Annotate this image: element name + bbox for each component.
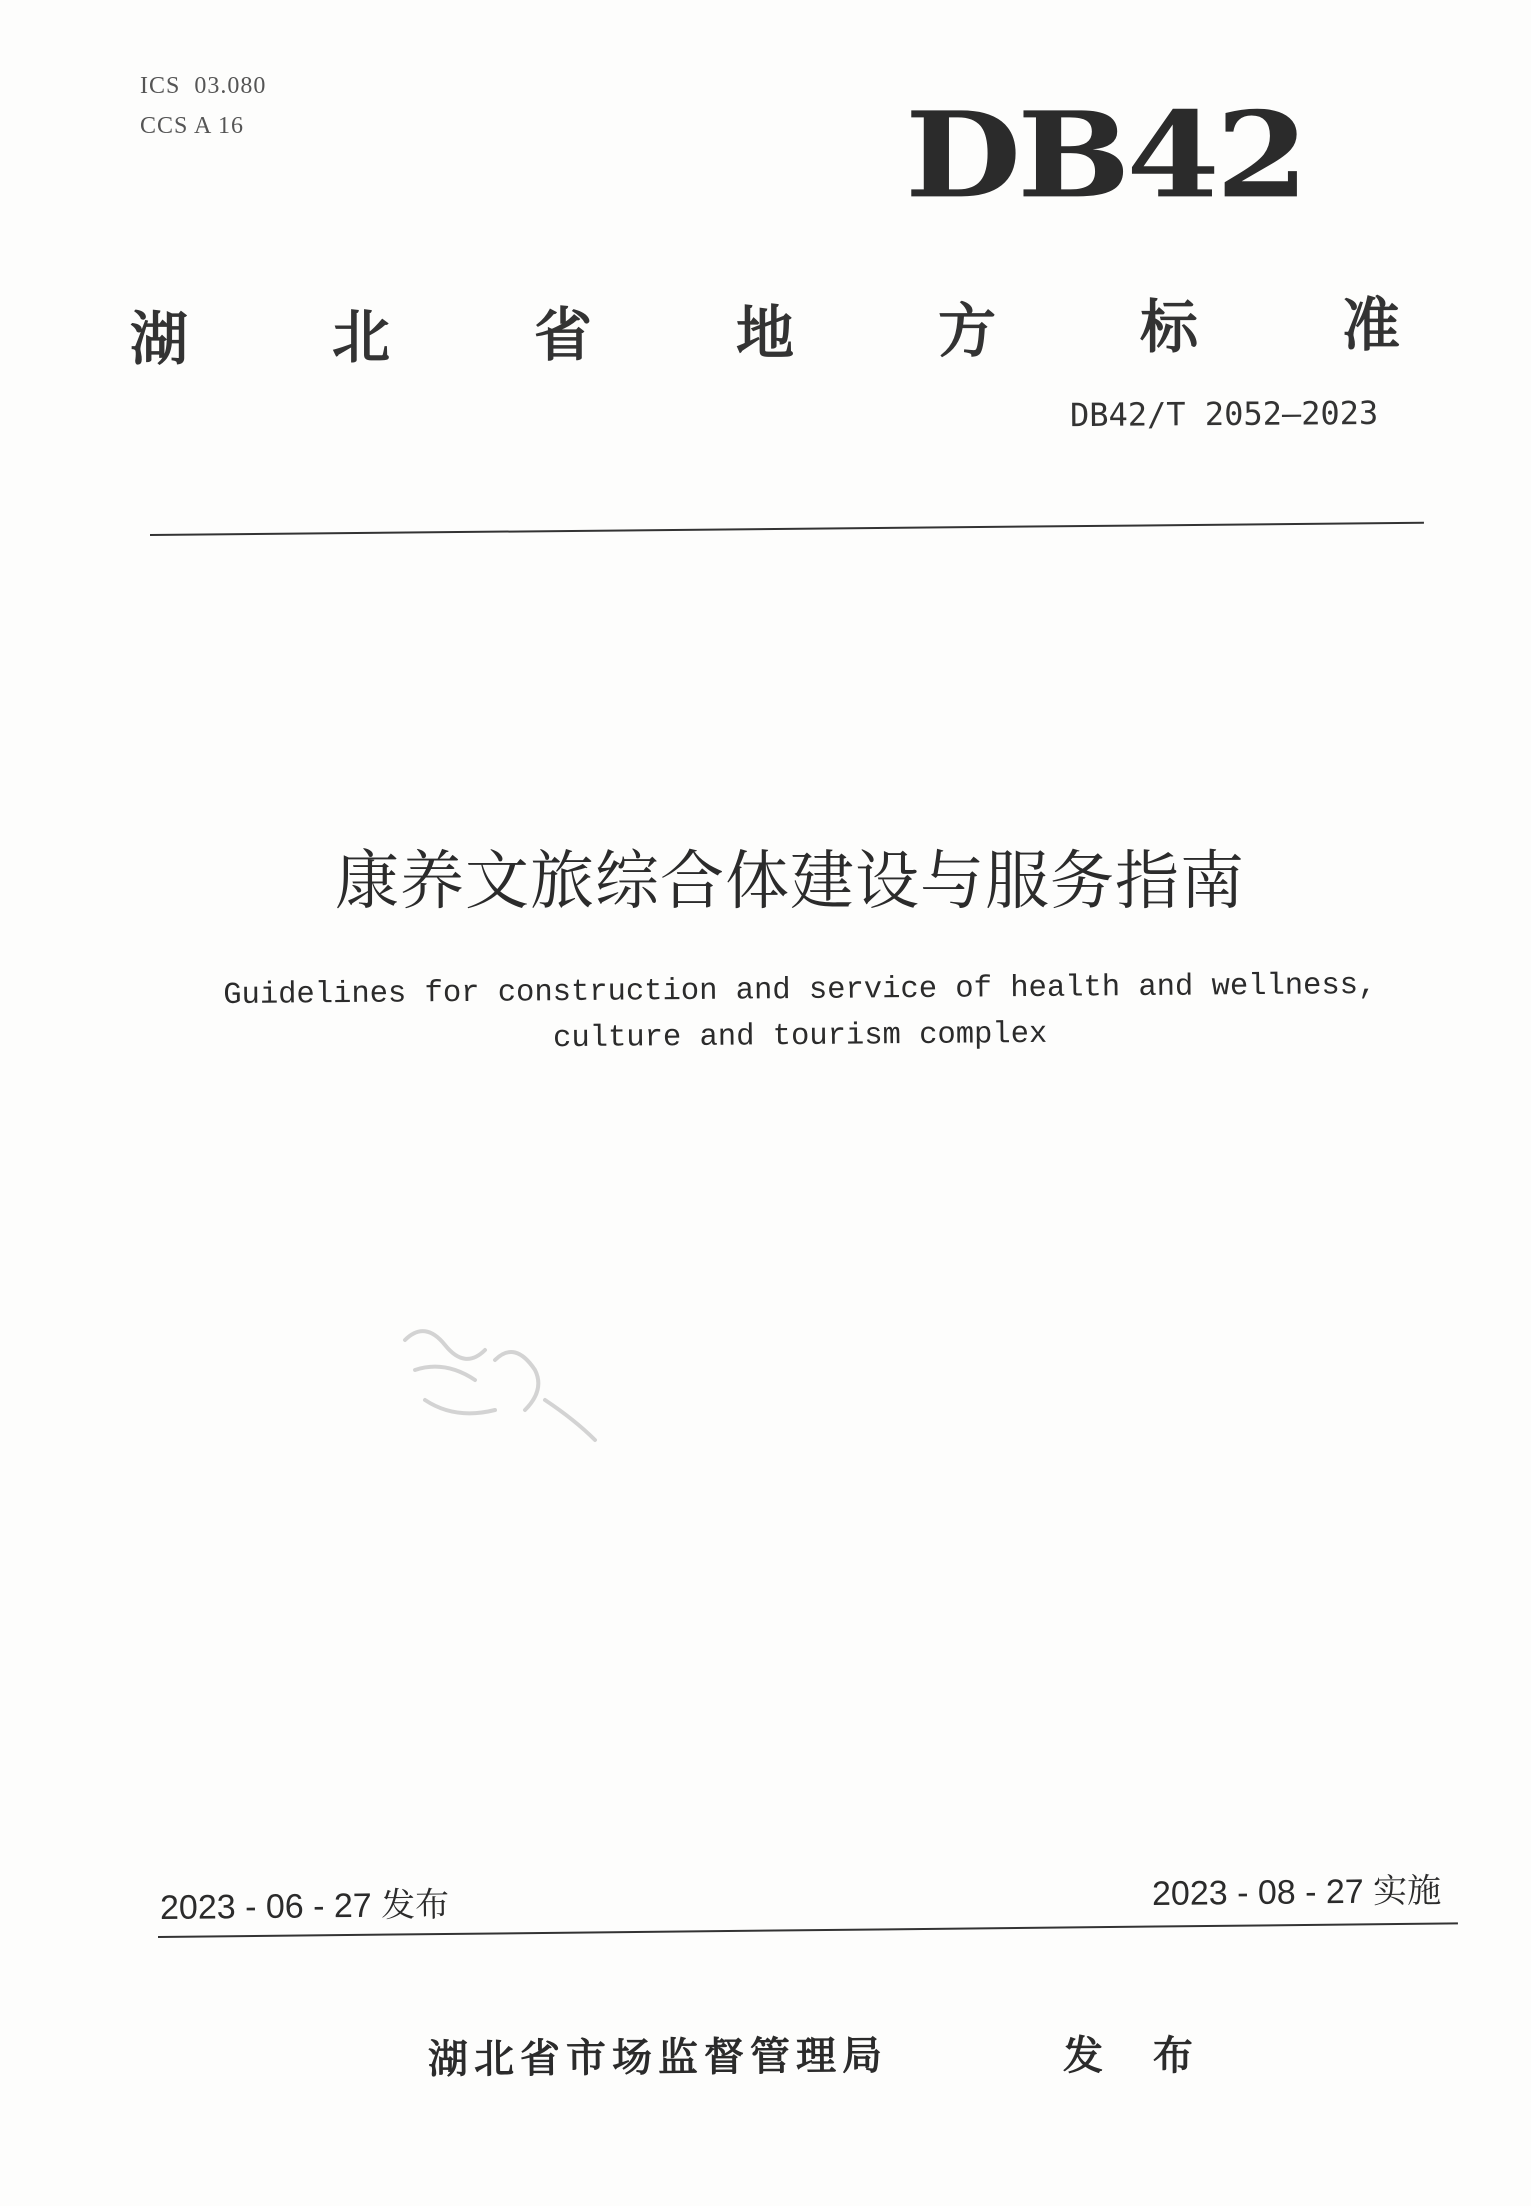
- english-title-line: culture and tourism complex: [552, 1017, 1048, 1057]
- classification-codes: [140, 66, 266, 146]
- publishing-authority: 湖北省市场监督管理局: [427, 2032, 889, 2083]
- publish-label: 发 布: [1063, 2033, 1211, 2079]
- issue-date: 2023 - 06 - 27 发布: [159, 1885, 450, 1927]
- org-char: 湖: [130, 305, 189, 373]
- document-title-chinese: 康养文旅综合体建设与服务指南: [335, 845, 1245, 919]
- org-char: 方: [938, 297, 997, 365]
- implementation-date: 2023 - 08 - 27 实施: [1151, 1871, 1442, 1913]
- ics-code: ICS 03.080: [140, 73, 267, 99]
- ccs-code: CCS A 16: [140, 113, 245, 139]
- standard-category-heading: [130, 278, 1410, 373]
- org-char: 标: [1140, 293, 1199, 361]
- org-char: 准: [1342, 291, 1401, 359]
- org-char: 北: [332, 303, 391, 371]
- header-divider: [150, 522, 1424, 536]
- org-char: 地: [736, 299, 795, 367]
- standard-number: DB42/T 2052—2023: [1069, 393, 1379, 435]
- document-title-english: [100, 962, 1501, 1066]
- english-title-line: Guidelines for construction and service of health and wellness,: [223, 968, 1377, 1014]
- org-char: 省: [534, 301, 593, 369]
- faint-stamp-mark: [385, 1300, 625, 1460]
- db42-logo: DB42: [905, 85, 1305, 225]
